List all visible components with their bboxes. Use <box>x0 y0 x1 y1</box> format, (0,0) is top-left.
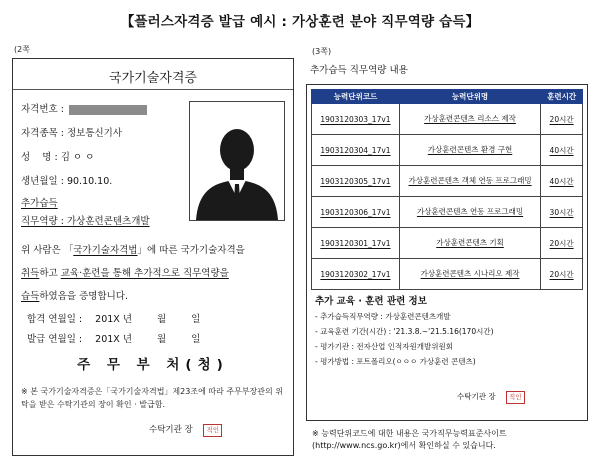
unit-name: 가상훈련콘텐츠 시나리오 제작 <box>399 259 540 290</box>
certification-statement <box>21 239 293 308</box>
competency-units-table <box>311 89 583 290</box>
unit-hours: 30시간 <box>541 197 583 228</box>
name-value: 김 ㅇ ㅇ <box>60 152 95 163</box>
right-page-heading: 추가습득 직무역량 내용 <box>310 65 408 76</box>
certificate-card <box>12 58 294 456</box>
category-label: 자격종목 : <box>21 128 64 139</box>
competency-value: 가상훈련콘텐츠개발 <box>66 216 150 227</box>
unit-name: 가상훈련콘텐츠 리소스 제작 <box>399 104 540 135</box>
list-item: - 교육훈련 기간(시간) : '21.3.8.~'21.5.16(170시간) <box>315 327 494 336</box>
extra-training-list <box>315 309 583 369</box>
sign-label: 수탁기관 장 <box>149 425 193 435</box>
cert-number-label: 자격번호 : <box>21 104 64 115</box>
unit-name: 가상훈련콘텐츠 환경 구현 <box>399 135 540 166</box>
pass-day: 일 <box>191 314 201 325</box>
title-divider <box>13 89 293 90</box>
statement-training: 교육·훈련을 통해 추가적으로 직무역량을 <box>60 268 229 279</box>
statement-part: 하였음을 증명합니다. <box>39 291 128 302</box>
table-row <box>312 166 583 197</box>
header-hours: 훈련시간 <box>541 90 583 104</box>
category-value: 정보통신기사 <box>66 128 123 139</box>
statement-part: 위 사람은 「 <box>21 245 74 256</box>
left-page-label: (2쪽 <box>14 45 30 54</box>
birth-value: 90.10.10. <box>66 176 113 187</box>
birth-row <box>21 173 112 187</box>
competency-row <box>21 213 150 227</box>
unit-code: 1903120304_17v1 <box>312 135 400 166</box>
issue-day: 일 <box>191 334 201 345</box>
unit-hours: 40시간 <box>541 135 583 166</box>
table-header-row <box>312 90 583 104</box>
competency-panel <box>306 84 588 421</box>
official-seal: 직인 <box>506 391 525 404</box>
category-row <box>21 125 122 139</box>
issue-date-label: 발급 연월일 : <box>27 334 83 345</box>
competency-label: 직무역량 : <box>21 216 64 227</box>
certificate-title: 국가기술자격증 <box>109 71 197 86</box>
name-row <box>21 149 94 163</box>
redacted-cert-number <box>69 105 147 115</box>
list-item: - 추가습득직무역량 : 가상훈련콘텐츠개발 <box>315 312 451 321</box>
unit-code: 1903120303_17v1 <box>312 104 400 135</box>
unit-name: 가상훈련콘텐츠 객체 연동 프로그래밍 <box>399 166 540 197</box>
ncs-site-note: ※ 능력단위코드에 대한 내용은 국가직무능력표준사이트(http://www.ncs.go.kr)에서 확인하실 수 있습니다. <box>312 429 507 450</box>
unit-hours: 20시간 <box>541 104 583 135</box>
issue-date-row <box>27 331 200 345</box>
list-item: - 평가기관 : 전자산업 인적자원개발위원회 <box>315 342 453 351</box>
cert-number-row <box>21 101 147 115</box>
birth-label: 생년월일 : <box>21 176 64 187</box>
table-row <box>312 259 583 290</box>
issue-year: 201X 년 <box>95 334 133 345</box>
document-title: 【플러스자격증 발급 예시 : 가상훈련 분야 직무역량 습득】 <box>120 14 480 30</box>
extra-training-title: 추가 교육 · 훈련 관련 정보 <box>315 296 427 307</box>
header-name: 능력단위명 <box>399 90 540 104</box>
unit-name: 가상훈련콘텐츠 기획 <box>399 228 540 259</box>
unit-code: 1903120302_17v1 <box>312 259 400 290</box>
sign-label: 수탁기관 장 <box>457 392 496 401</box>
table-row <box>312 135 583 166</box>
unit-code: 1903120305_17v1 <box>312 166 400 197</box>
certificate-footnote: ※ 본 국가기술자격증은「국가기술자격법」제23조에 따라 주무부장관의 위탁을 받은 수탁기관의 장이 확인 · 발급함. <box>21 387 283 409</box>
unit-code: 1903120306_17v1 <box>312 197 400 228</box>
pass-year: 201X 년 <box>95 314 133 325</box>
table-row <box>312 104 583 135</box>
unit-name: 가상훈련콘텐츠 연동 프로그래밍 <box>399 197 540 228</box>
unit-hours: 40시간 <box>541 166 583 197</box>
person-silhouette-icon <box>190 102 284 220</box>
statement-learned: 습득 <box>21 291 40 302</box>
unit-hours: 20시간 <box>541 259 583 290</box>
unit-code: 1903120301_17v1 <box>312 228 400 259</box>
table-row <box>312 197 583 228</box>
table-row <box>312 228 583 259</box>
statement-law: 국가기술자격법 <box>73 245 138 256</box>
pass-month: 월 <box>157 314 167 325</box>
added-label: 추가습득 <box>21 198 58 209</box>
photo-frame <box>189 101 285 221</box>
issuing-ministry: 주 무 부 처(청) <box>77 357 229 373</box>
pass-date-row <box>27 311 200 325</box>
list-item: - 평가방법 : 포트폴리오(ㅇㅇㅇ 가상훈련 콘텐츠) <box>315 357 476 366</box>
left-signature <box>149 423 222 437</box>
statement-acquire: 취득 <box>21 268 40 279</box>
name-label: 성 명 : <box>21 152 58 163</box>
issue-month: 월 <box>157 334 167 345</box>
statement-part: 」에 따른 국가기술자격을 <box>137 245 245 256</box>
header-code: 능력단위코드 <box>312 90 400 104</box>
right-page-label: (3쪽) <box>312 47 332 56</box>
official-seal: 직인 <box>203 424 222 437</box>
unit-hours: 20시간 <box>541 228 583 259</box>
right-signature <box>457 391 525 404</box>
pass-date-label: 합격 연월일 : <box>27 314 83 325</box>
statement-part: 하고 <box>39 268 61 279</box>
